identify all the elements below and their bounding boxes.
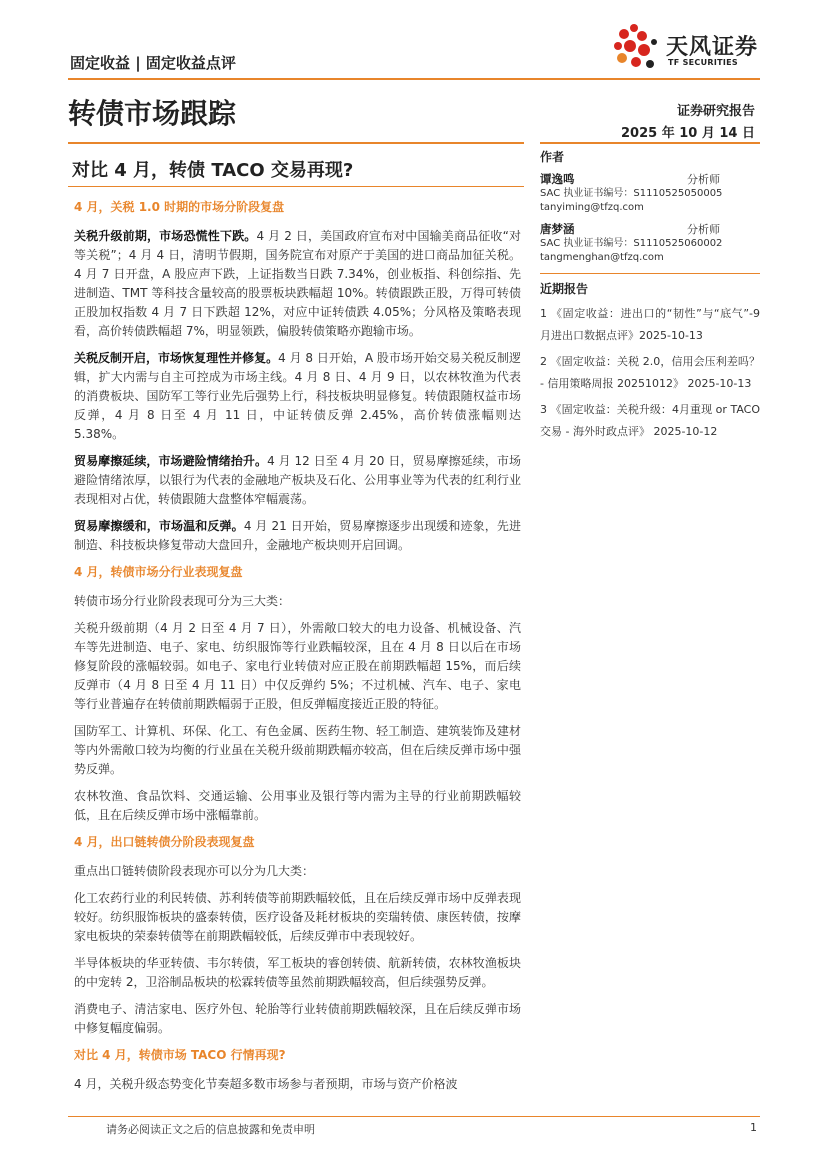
- recent-reports-heading: 近期报告: [540, 282, 589, 296]
- paragraph-lead: 关税升级前期，市场恐慌性下跌。: [74, 229, 257, 243]
- report-type: 证券研究报告: [676, 104, 755, 119]
- author-email[interactable]: tanyiming@tfzq.com: [540, 202, 644, 213]
- page-title: 转债市场跟踪: [68, 97, 237, 130]
- report-date: 2025 年 10 月 14 日: [621, 126, 755, 141]
- top-divider: [68, 78, 760, 80]
- author-email[interactable]: tangmenghan@tfzq.com: [540, 252, 664, 263]
- sidebar: [540, 148, 760, 447]
- paragraph: 4 月，关税升级态势变化节奏超多数市场参与者预期，市场与资产价格波: [74, 1077, 458, 1091]
- author-card: [540, 171, 760, 215]
- logo-text-cn: 天风证券: [666, 35, 759, 60]
- paragraph: [74, 349, 521, 444]
- paragraph: 关税升级前期（4 月 2 日至 4 月 7 日），外需敞口较大的电力设备、机械设备、汽车等先进制造、电子、家电、纺织服饰等行业跌幅较深，且在 4 月 8 日以后在市场修复阶段的涨幅较弱。如电子、家电行业转债对应正股在前期跌幅超 15%，而后续反弹市（4 月 8 日至 4 月 11 日）中仅反弹约 5%；不过机械、汽车、电子、家电等行业普遍存在转债前期跌幅弱于正股，但反弹幅度接近正股的特征。: [74, 621, 521, 711]
- author-name: 唐梦涵: [540, 222, 575, 236]
- paragraph: [74, 452, 521, 509]
- company-logo: [612, 22, 772, 74]
- author-role: 分析师: [687, 173, 720, 186]
- paragraph: [74, 227, 521, 341]
- footer-divider: [68, 1116, 760, 1117]
- page-number: 1: [750, 1121, 757, 1134]
- paragraph-lead: 贸易摩擦延续，市场避险情绪抬升。: [74, 454, 268, 468]
- sidebar-divider: [540, 273, 760, 274]
- section-heading: 4 月，关税 1.0 时期的市场分阶段复盘: [74, 200, 285, 214]
- paragraph-lead: 贸易摩擦缓和，市场温和反弹。: [74, 519, 244, 533]
- paragraph: 化工农药行业的利民转债、苏利转债等前期跌幅较低，且在后续反弹市场中反弹表现较好。纺织服饰板块的盛泰转债，医疗设备及耗材板块的奕瑞转债、康医转债，按摩家电板块的荣泰转债等在前期跌幅较低，后续反弹市中表现较好。: [74, 891, 521, 943]
- paragraph-text: 4 月 21 日开始，贸易摩擦逐步出现缓和迹象，先进制造、科技板块修复带动大盘回升，金融地产板块则开启回调。: [74, 519, 521, 552]
- title-divider: [68, 142, 524, 144]
- sidebar-divider: [540, 142, 760, 144]
- paragraph: 转债市场分行业阶段表现可分为三大类：: [74, 594, 291, 608]
- paragraph: [74, 517, 521, 555]
- logo-text-en: TF SECURITIES: [668, 58, 738, 67]
- subtitle-divider: [68, 186, 524, 187]
- footer-disclaimer: 请务必阅读正文之后的信息披露和免责申明: [106, 1123, 315, 1136]
- paragraph: 农林牧渔、食品饮料、交通运输、公用事业及银行等内需为主导的行业前期跌幅较低，且在后续反弹市场中涨幅靠前。: [74, 789, 521, 822]
- paragraph: 重点出口链转债阶段表现亦可以分为几大类：: [74, 864, 315, 878]
- section-heading: 4 月，出口链转债分阶段表现复盘: [74, 835, 255, 849]
- author-card: [540, 221, 760, 265]
- recent-report-link[interactable]: 1 《固定收益：进出口的“韧性”与“底气”-9月进出口数据点评》2025-10-13: [540, 307, 760, 342]
- paragraph-text: 4 月 12 日至 4 月 20 日，贸易摩擦延续，市场避险情绪浓厚，以银行为代表的金融地产板块及石化、公用事业等为代表的红利行业表现相对占优，转债跟随大盘整体窄幅震荡。: [74, 454, 521, 506]
- report-subtitle: 对比 4 月，转债 TACO 交易再现?: [72, 160, 354, 181]
- logo-icon: [612, 22, 662, 72]
- section-heading: 4 月，转债市场分行业表现复盘: [74, 565, 243, 579]
- report-category: 固定收益 | 固定收益点评: [70, 54, 236, 72]
- paragraph-text: 4 月 2 日，美国政府宣布对中国输美商品征收“对等关税”；4 月 4 日，清明节假期，国务院宣布对原产于美国的进口商品加征关税。4 月 7 日开盘，A 股应声下跌，上证指数当日跌 7.34%，创业板指、科创综指、先进制造、TMT 等科技含量较高的股票板块跌幅超 10%。转债跟跌正股，万得可转债正股加权指数 4 月 7 日下跌超 12%，对应中证转债跌 4.05%；分风格及策略表现看，高价转债跌幅超 7%，明显领跌，偏股转债策略亦跑输市场。: [74, 229, 521, 338]
- author-cert: SAC 执业证书编号：S1110525050005: [540, 188, 723, 199]
- paragraph: 消费电子、清洁家电、医疗外包、轮胎等行业转债前期跌幅较深，且在后续反弹市场中修复幅度偏弱。: [74, 1002, 521, 1035]
- main-content: [74, 198, 521, 1102]
- section-heading: 对比 4 月，转债市场 TACO 行情再现?: [74, 1048, 286, 1062]
- paragraph: 半导体板块的华亚转债、韦尔转债，军工板块的睿创转债、航新转债，农林牧渔板块的中宠转 2，卫浴制品板块的松霖转债等虽然前期跌幅较高，但后续强势反弹。: [74, 956, 521, 989]
- paragraph-text: 4 月 8 日开始，A 股市场开始交易关税反制逻辑，扩大内需与自主可控成为市场主线。4 月 8 日、4 月 9 日，以农林牧渔为代表的消费板块、国防军工等行业先后强势上行，科技板块明显修复。转债跟随权益市场反弹，4 月 8 日至 4 月 11 日，中证转债反弹 2.45%，高价转债涨幅则达 5.38%。: [74, 351, 521, 441]
- paragraph-lead: 关税反制开启，市场恢复理性并修复。: [74, 351, 279, 365]
- recent-report-link[interactable]: 2 《固定收益：关税 2.0，信用会压利差吗？ - 信用策略周报 20251012》 2025-10-13: [540, 355, 760, 390]
- recent-report-link[interactable]: 3 《固定收益：关税升级：4月重现 or TACO 交易 - 海外时政点评》 2025-10-12: [540, 403, 760, 438]
- paragraph: 国防军工、计算机、环保、化工、有色金属、医药生物、轻工制造、建筑装饰及建材等内外需敞口较为均衡的行业虽在关税升级前期跌幅亦较高，但在后续反弹市场中强势反弹。: [74, 724, 521, 776]
- author-role: 分析师: [687, 223, 720, 236]
- authors-heading: 作者: [540, 150, 565, 164]
- author-cert: SAC 执业证书编号：S1110525060002: [540, 238, 723, 249]
- author-name: 谭逸鸣: [540, 172, 575, 186]
